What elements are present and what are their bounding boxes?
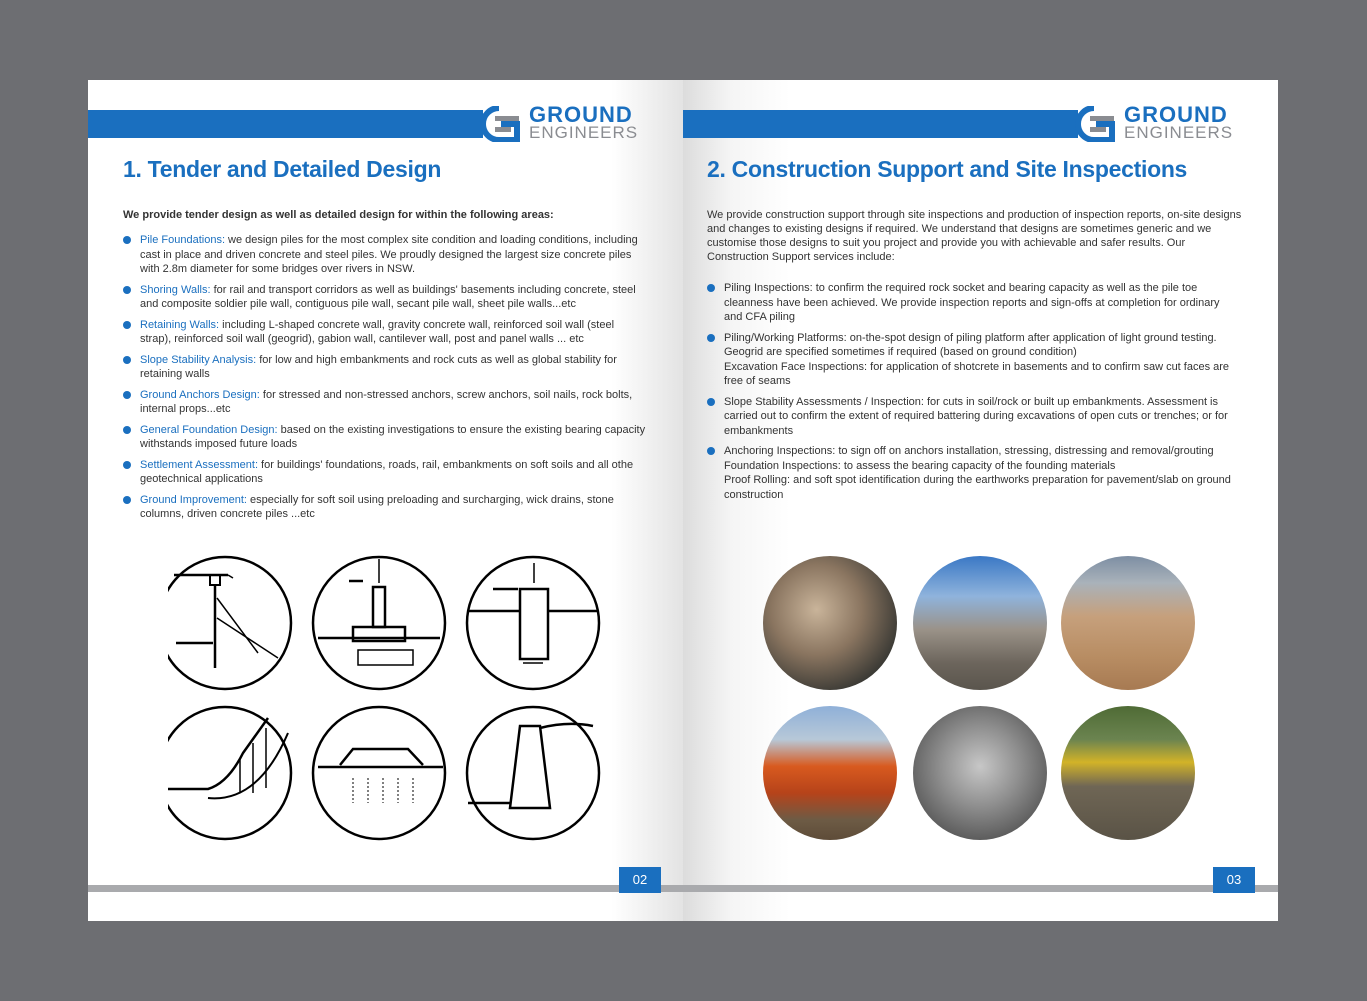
site-photo-basement-wall (913, 556, 1047, 690)
shoring-wall-diagram-icon (168, 557, 291, 689)
service-description: especially for soft soil using preloading and surcharging, wick drains, stone columns, driven concrete piles ...etc (140, 493, 614, 520)
page-title: 1. Tender and Detailed Design (123, 156, 442, 182)
site-photo-roller (763, 706, 897, 840)
services-list (123, 233, 648, 528)
service-label: Ground Improvement: (140, 493, 247, 506)
page-number: 02 (619, 867, 661, 893)
service-item (123, 423, 648, 452)
site-photo-shotcrete-face (913, 706, 1047, 840)
support-item (707, 281, 1237, 325)
logo-text-ground: GROUND (1124, 102, 1228, 127)
engineering-diagrams (168, 553, 608, 843)
page-number: 03 (1213, 867, 1255, 893)
site-photo-cut-slope (1061, 556, 1195, 690)
services-list (707, 281, 1237, 508)
bullet-icon (123, 426, 131, 434)
intro-text: We provide construction support through site inspections and production of inspection reports, on-site designs and changes to existing designs if required. We understand that designs are sometimes generic and we customise those designs to suit you project and provide you with achievable and safer results. Our Construction Support services include: (707, 209, 1242, 263)
logo-mark-icon (1072, 106, 1116, 142)
service-item (123, 283, 648, 312)
service-description: for rail and transport corridors as well as buildings' basements including concrete, steel and composite soldier pile wall, contiguous pile wall, secant pile wall, sheet pile walls...etc (140, 283, 636, 310)
page-right (683, 80, 1278, 921)
bullet-icon (123, 236, 131, 244)
service-item (123, 493, 648, 522)
footer-bar (88, 885, 683, 892)
support-description: Piling/Working Platforms: on-the-spot design of piling platform after application of light ground testing. Geogrid are specified sometimes if required (based on ground condition) Excavation Face Inspections: for application of shotcrete in basements and to confirm saw cut faces are free of seams (724, 331, 1230, 387)
header-bar (88, 110, 483, 138)
service-label: Shoring Walls: (140, 283, 211, 296)
service-description: including L-shaped concrete wall, gravity concrete wall, reinforced soil wall (steel strap), reinforced soil wall (geogrid), gabion wall, cantilever wall, post and panel walls ... etc (140, 318, 615, 345)
service-label: Settlement Assessment: (140, 458, 258, 471)
bullet-icon (707, 284, 715, 292)
site-photo-excavation-works (1061, 706, 1195, 840)
footer-bar (683, 885, 1278, 892)
support-item (707, 395, 1237, 439)
slope-stability-diagram-icon (168, 707, 291, 839)
bullet-icon (123, 286, 131, 294)
bullet-icon (707, 447, 715, 455)
service-label: Ground Anchors Design: (140, 388, 260, 401)
support-description: Anchoring Inspections: to sign off on anchors installation, stressing, distressing and removal/grouting Foundation Inspections: to assess the bearing capacity of the founding materials Proof Rolling: and soft spot identification during the earthworks preparation for pavement/slab on ground construction (724, 445, 1231, 501)
bullet-icon (707, 398, 715, 406)
bullet-icon (123, 461, 131, 469)
page-left (88, 80, 683, 921)
service-label: Retaining Walls: (140, 318, 220, 331)
page-title: 2. Construction Support and Site Inspections (707, 156, 1188, 182)
service-description: we design piles for the most complex site condition and loading conditions, including cast in place and driven concrete and steel piles. We proudly designed the largest size concrete piles with 2.8m diameter for some bridges over rivers in NSW. (140, 234, 638, 275)
service-item (123, 318, 648, 347)
service-description: for buildings' foundations, roads, rail, embankments on soft soils and all othe geotechnical applications (140, 458, 634, 485)
service-description: for low and high embankments and rock cuts as well as global stability for retaining walls (140, 353, 617, 380)
bullet-icon (123, 356, 131, 364)
site-photo-excavator-rock (763, 556, 897, 690)
footing-diagram-icon (313, 557, 445, 689)
bullet-icon (123, 496, 131, 504)
service-item (123, 233, 648, 277)
pile-diagram-icon (467, 557, 599, 689)
brand-logo (477, 104, 667, 144)
service-label: Pile Foundations: (140, 234, 225, 246)
support-item (707, 444, 1237, 502)
service-item (123, 388, 648, 417)
service-item (123, 458, 648, 487)
service-label: General Foundation Design: (140, 423, 278, 436)
brand-logo (1072, 104, 1262, 144)
bullet-icon (123, 391, 131, 399)
service-description: based on the existing investigations to ensure the existing bearing capacity withstands imposed future loads (140, 423, 646, 450)
logo-mark-icon (477, 106, 521, 142)
logo-text-engineers: ENGINEERS (529, 123, 639, 142)
logo-text-engineers: ENGINEERS (1124, 123, 1234, 142)
support-description: Piling Inspections: to confirm the required rock socket and bearing capacity as well as the pile toe cleanness have been achieved. We provide inspection reports and sign-offs at completion for ordinary and CFA piling (724, 282, 1220, 323)
service-item (123, 353, 648, 382)
bullet-icon (123, 321, 131, 329)
retaining-wall-diagram-icon (467, 707, 599, 839)
support-description: Slope Stability Assessments / Inspection: for cuts in soil/rock or built up embankments. Assessment is carried out to confirm the extent of required battering during excavations of open cuts or trenches; or for embankments (724, 395, 1228, 437)
support-item (707, 331, 1237, 389)
service-label: Slope Stability Analysis: (140, 353, 257, 366)
header-bar (683, 110, 1078, 138)
service-description: for stressed and non-stressed anchors, screw anchors, soil nails, rock bolts, internal props...etc (140, 388, 633, 415)
intro-text: We provide tender design as well as detailed design for within the following areas: (123, 209, 554, 221)
logo-text-ground: GROUND (529, 102, 633, 127)
embankment-diagram-icon (313, 707, 445, 839)
bullet-icon (707, 334, 715, 342)
